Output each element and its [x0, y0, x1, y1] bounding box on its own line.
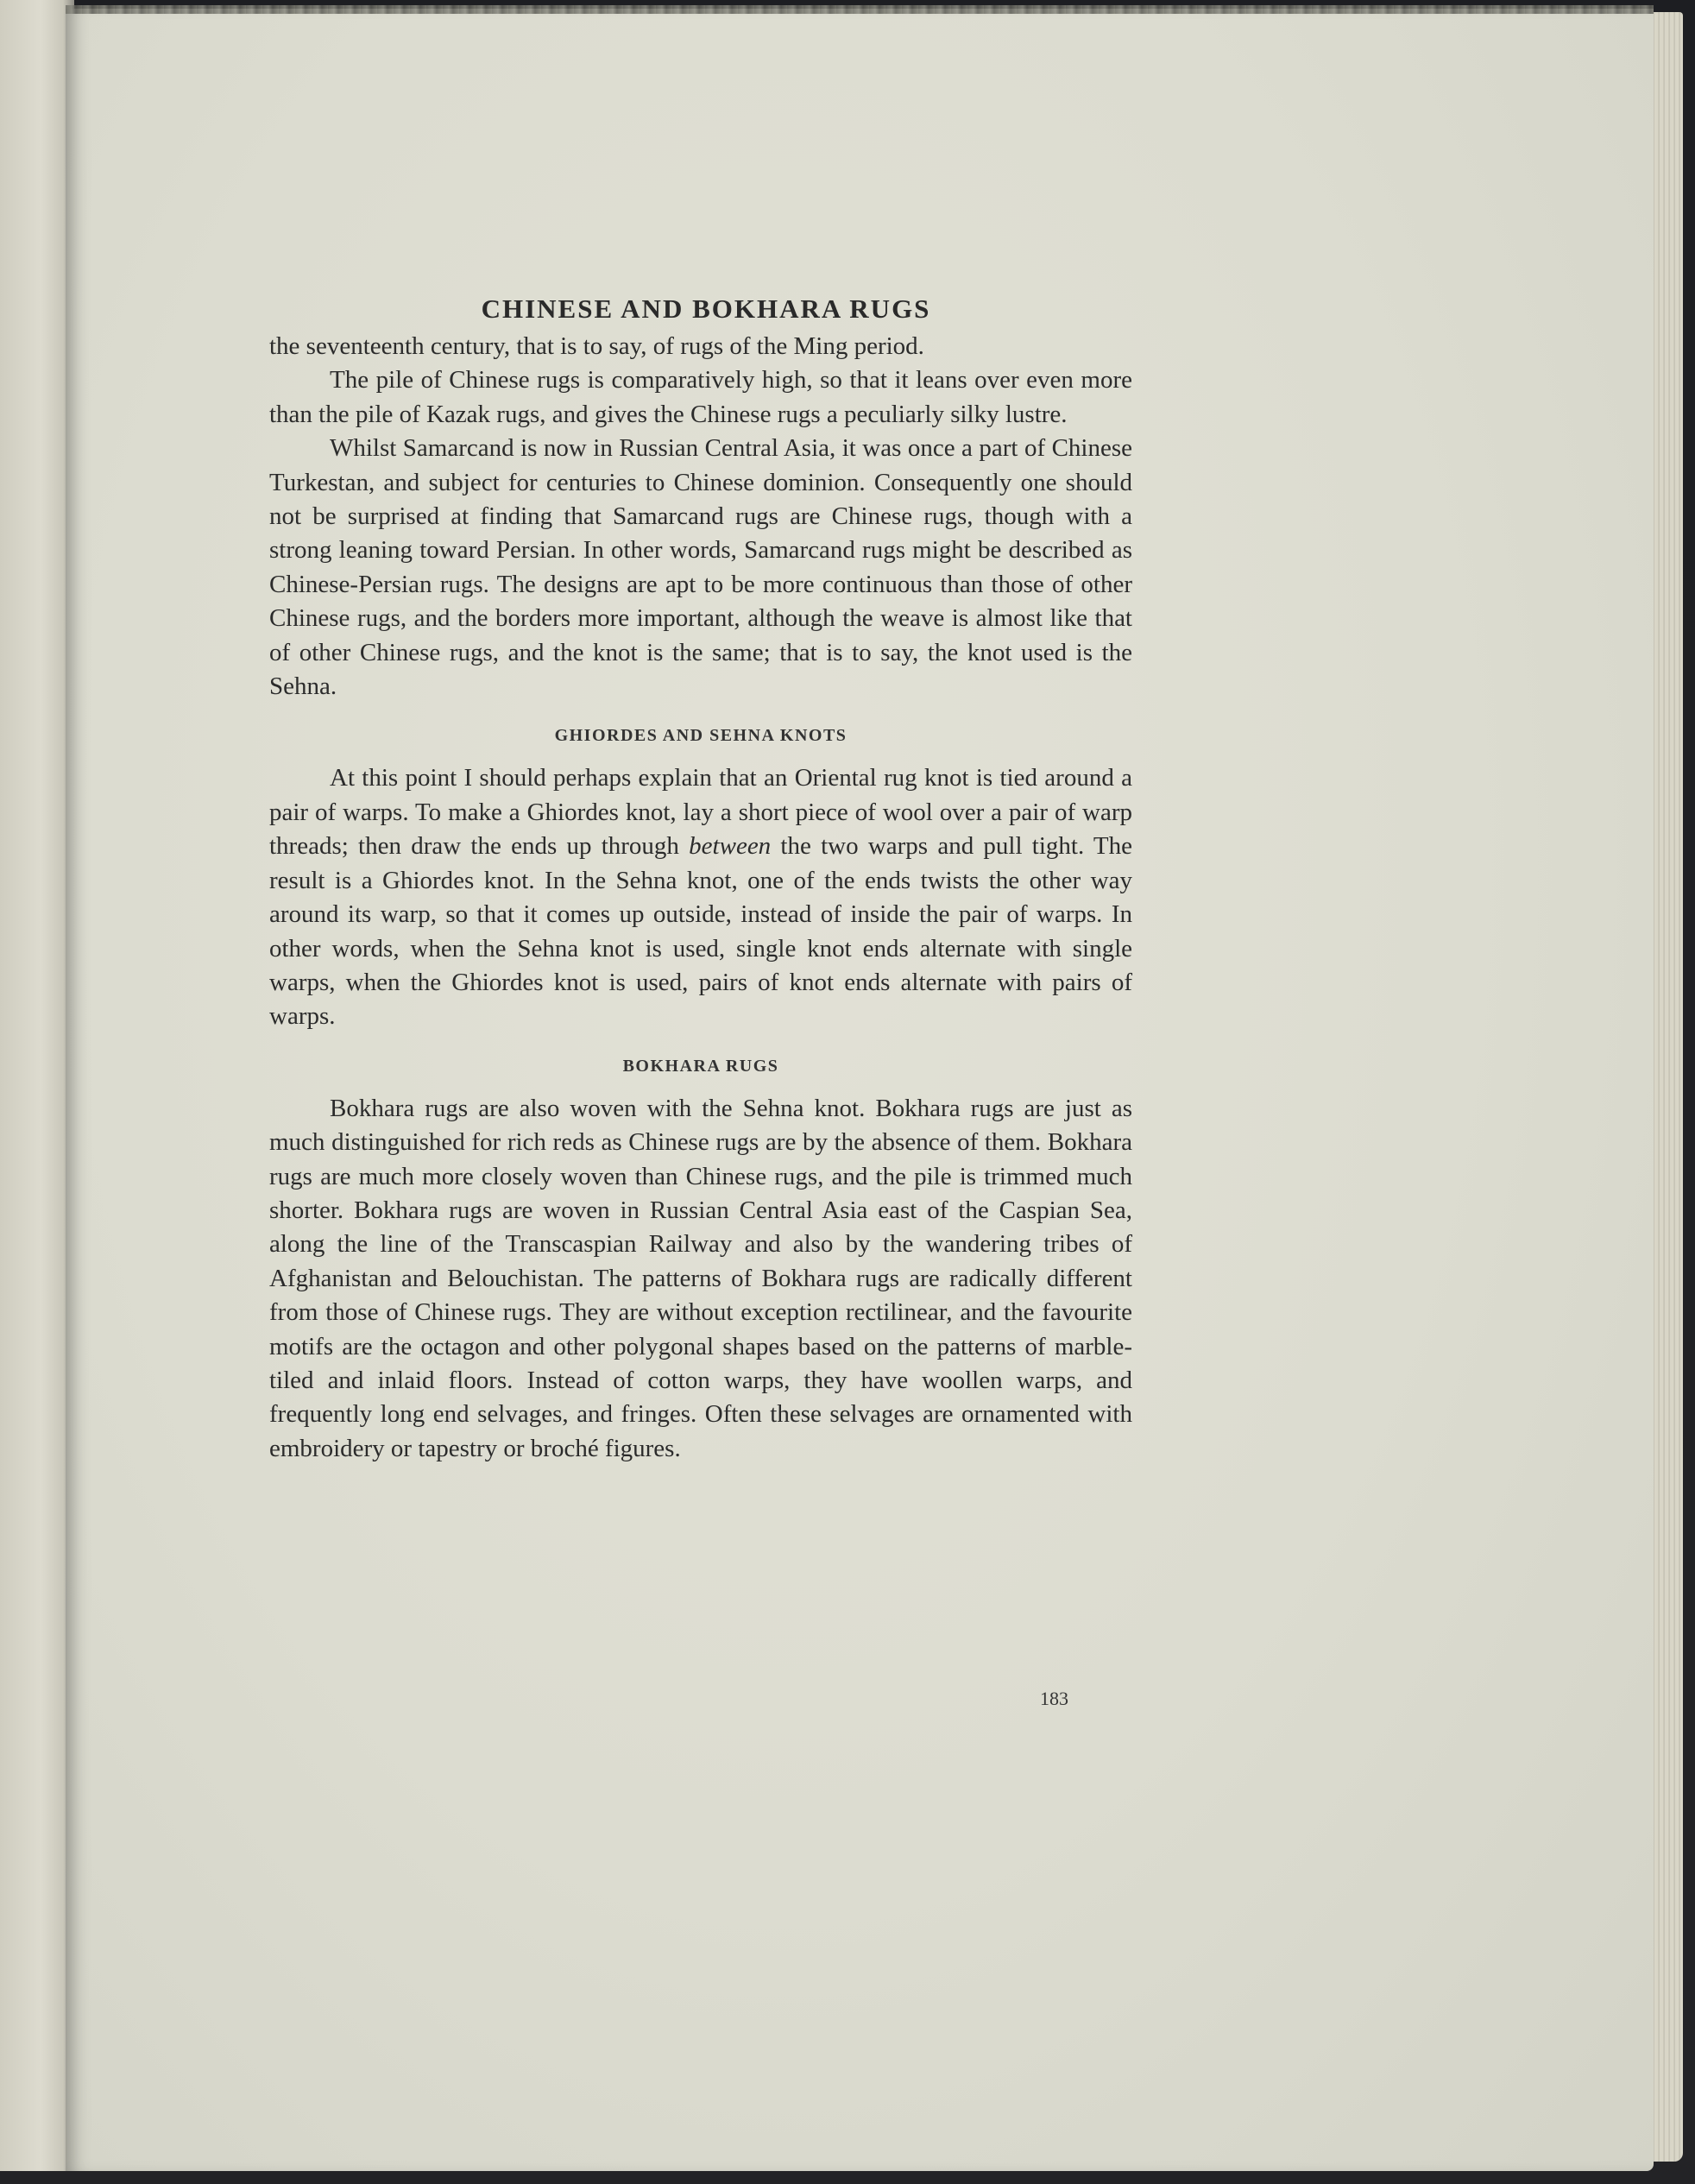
page-number: 183	[1040, 1688, 1068, 1709]
paragraph: the seventeenth century, that is to say, of rugs of the Ming period.	[269, 332, 924, 360]
paragraph-text: the two warps and pull tight. The result is a Ghiordes knot. In the Sehna knot, one of the ends twists the other way around its warp, so that it comes up outside, instead of inside the pair of warps. In other words, when the Sehna knot is used, single knot ends alternate with single warps, when the Ghiordes knot is used, pairs of knot ends alternate with pairs of warps.	[269, 832, 1132, 1031]
paragraph-text: At this point I should perhaps explain that an Oriental rug knot is tied around a pair of warps. To make a Ghiordes knot, lay a short piece of wool over a pair of warp threads; then draw the ends up through	[269, 764, 1132, 861]
paragraph: Whilst Samarcand is now in Russian Central Asia, it was once a part of Chinese Turkestan, and subject for centuries to Chinese dominion. Consequently one should not be surprised at finding that Samarcand rugs are Chinese rugs, though with a strong leaning toward Persian. In other words, Samarcand rugs might be described as Chinese-Persian rugs. The designs are apt to be more continuous than those of other Chinese rugs, and the borders more important, although the weave is almost like that of other Chinese rugs, and the knot is the same; that is to say, the knot used is the Sehna.	[269, 434, 1132, 701]
section-heading: BOKHARA RUGS	[622, 1056, 779, 1076]
running-head: CHINESE AND BOKHARA RUGS	[481, 294, 931, 324]
page-top-edge	[66, 5, 1654, 14]
paragraph: The pile of Chinese rugs is comparatively high, so that it leans over even more than the pile of Kazak rugs, and gives the Chinese rugs a peculiarly silky lustre.	[269, 366, 1132, 428]
paragraph: Bokhara rugs are also woven with the Sehna knot. Bokhara rugs are just as much distinguished for rich reds as Chinese rugs are by the absence of them. Bokhara rugs are much more closely woven than Chinese rugs, and the pile is trimmed much shorter. Bokhara rugs are woven in Russian Central Asia east of the Caspian Sea, along the line of the Transcaspian Railway and also by the wandering tribes of Afghanistan and Belouchistan. The patterns of Bokhara rugs are radically different from those of Chinese rugs. They are without exception rectilinear, and the favourite motifs are the octagon and other polygonal shapes based on the patterns of marble-tiled and inlaid floors. Instead of cotton warps, they have woollen warps, and frequently long end selvages, and fringes. Often these selvages are ornamented with embroidery or tapestry or broché figures.	[269, 1094, 1132, 1462]
text-block	[269, 294, 1132, 1466]
section-heading: GHIORDES AND SEHNA KNOTS	[554, 726, 848, 746]
paragraph	[269, 761, 1132, 1033]
italic-word: between	[689, 832, 772, 861]
left-page-edge	[0, 0, 74, 2171]
